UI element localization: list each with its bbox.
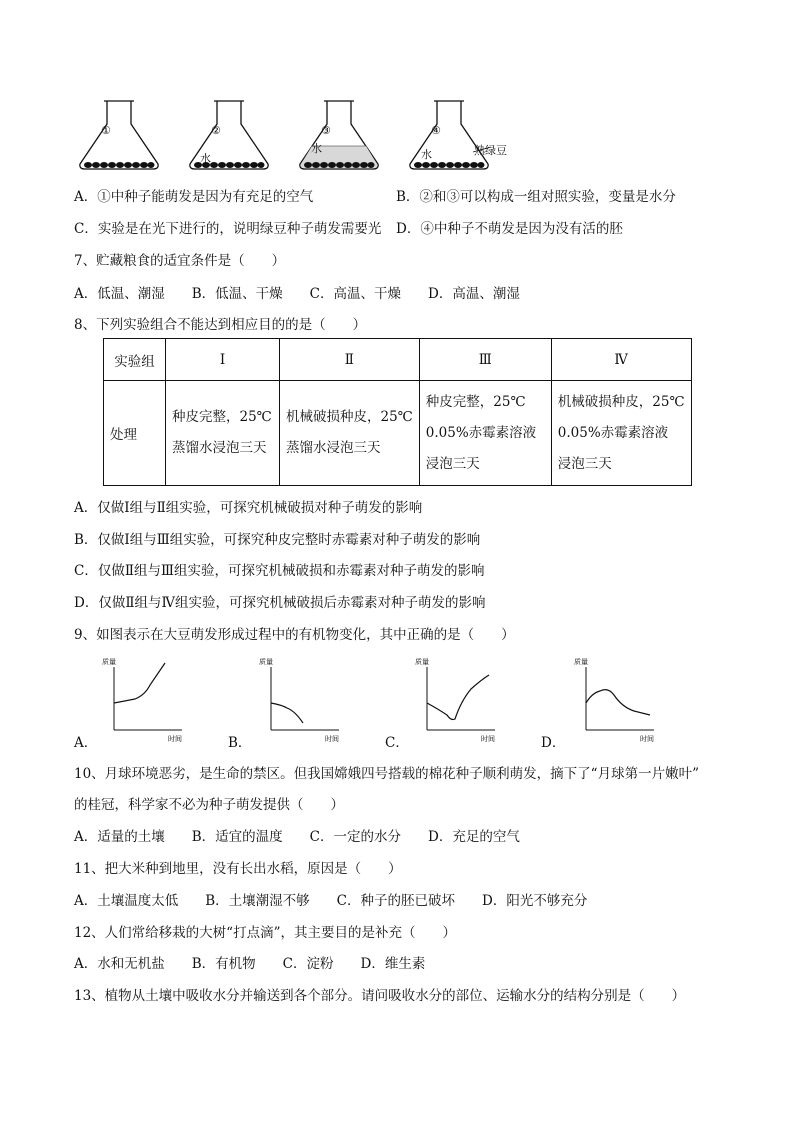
graph-a-curve [114, 663, 165, 703]
graph-d-xlabel: 时间 [640, 735, 654, 743]
table-header-cell: Ⅱ [280, 339, 420, 381]
q12-stem: 12、人们常给移栽的大树“打点滴”，其主要目的是补充（ ） [74, 925, 456, 941]
graph-b [247, 655, 347, 745]
q6-option-d: D．④中种子不萌发是因为没有活的胚 [396, 221, 623, 237]
graph-d-curve [586, 690, 650, 715]
graph-a [90, 655, 190, 745]
graph-b-letter: B． [228, 735, 252, 751]
graph-a-ylabel: 质量 [102, 658, 116, 666]
q7-stem: 7、贮藏粮食的适宜条件是（ ） [74, 253, 286, 269]
q12-options: A．水和无机盐 B．有机物 C．淀粉 D．维生素 [74, 956, 426, 972]
flask-diagram [60, 96, 520, 176]
table-header-cell: Ⅰ [166, 339, 280, 381]
table-row-label: 处理 [104, 381, 166, 486]
q6-option-c: C．实验是在光下进行的，说明绿豆种子萌发需要光 [74, 221, 382, 237]
q7-options: A．低温、潮湿 B．低温、干燥 C．高温、干燥 D．高温、潮湿 [74, 286, 520, 302]
flask-1-number: ① [101, 124, 111, 137]
flask-3-water-label: 水 [311, 142, 322, 155]
cell-line: 种皮完整，25℃ [172, 409, 272, 425]
q10-options: A．适量的土壤 B．适宜的温度 C．一定的水分 D．充足的空气 [74, 829, 520, 845]
q8-option-d: D．仅做Ⅱ组与Ⅳ组实验，可探究机械破损后赤霉素对种子萌发的影响 [74, 595, 486, 611]
table-cell [419, 381, 551, 486]
q9-stem: 9、如图表示在大豆萌发形成过程中的有机物变化，其中正确的是（ ） [74, 627, 515, 643]
cell-line: 机械破损种皮，25℃ [557, 393, 685, 410]
cell-line: 0.05%赤霉素溶液 [425, 424, 537, 441]
graph-c-ylabel: 质量 [415, 658, 429, 666]
flask-3 [300, 101, 378, 169]
flask-4-seed-label: 熟绿豆 [474, 144, 507, 157]
table-cell [280, 381, 420, 486]
flask-4-water-label: 水 [421, 148, 432, 161]
q8-stem: 8、下列实验组合不能达到相应目的的是（ ） [74, 317, 367, 333]
cell-line: 蒸馏水浸泡三天 [286, 440, 381, 456]
graph-b-ylabel: 质量 [259, 658, 273, 666]
q6-option-a: A．①中种子能萌发是因为有充足的空气 [74, 189, 314, 205]
graph-d-letter: D． [541, 735, 566, 751]
q8-experiment-table [103, 338, 692, 486]
table-header-cell: Ⅲ [419, 339, 551, 381]
graph-a-letter: A． [74, 735, 98, 751]
q8-option-a: A．仅做Ⅰ组与Ⅱ组实验，可探究机械破损对种子萌发的影响 [74, 500, 423, 516]
q11-options: A．土壤温度太低 B．土壤潮湿不够 C．种子的胚已破坏 D．阳光不够充分 [74, 893, 588, 909]
cell-line: 0.05%赤霉素溶液 [557, 424, 669, 441]
table-cell [551, 381, 691, 486]
q13-stem: 13、植物从土壤中吸收水分并输送到各个部分。请问吸收水分的部位、运输水分的结构分别是（ ） [74, 988, 686, 1004]
cell-line: 机械破损种皮，25℃ [286, 409, 413, 425]
graph-b-curve [271, 703, 303, 723]
q8-option-c: C．仅做Ⅱ组与Ⅲ组实验，可探究机械破损和赤霉素对种子萌发的影响 [74, 563, 485, 579]
flask-1 [80, 101, 158, 169]
graph-c [403, 655, 503, 745]
graph-b-xlabel: 时间 [325, 735, 339, 743]
graph-a-xlabel: 时间 [168, 735, 182, 743]
graph-d [562, 655, 662, 745]
table-header-cell: Ⅳ [551, 339, 691, 381]
q8-option-b: B．仅做Ⅰ组与Ⅲ组实验，可探究种皮完整时赤霉素对种子萌发的影响 [74, 532, 481, 548]
q11-stem: 11、把大米种到地里，没有长出水稻，原因是（ ） [74, 861, 402, 877]
cell-line: 浸泡三天 [557, 455, 612, 472]
flask-4-number: ④ [431, 124, 441, 137]
cell-line: 浸泡三天 [425, 455, 480, 472]
q6-option-b: B．②和③可以构成一组对照实验，变量是水分 [396, 189, 676, 205]
graph-c-curve [427, 675, 489, 720]
flask-2-water-label: 水 [200, 152, 211, 165]
cell-line: 蒸馏水浸泡三天 [172, 440, 267, 456]
flask-3-number: ③ [321, 124, 331, 137]
seeds [84, 162, 155, 168]
table-cell [166, 381, 280, 486]
graph-c-letter: C． [385, 735, 409, 751]
table-header-cell: 实验组 [104, 339, 166, 381]
graph-c-xlabel: 时间 [481, 735, 495, 743]
cell-line: 种皮完整，25℃ [425, 393, 526, 410]
flask-2-number: ② [211, 124, 221, 137]
q10-stem-line2: 的桂冠，科学家不必为种子萌发提供（ ） [74, 797, 344, 813]
graph-d-ylabel: 质量 [574, 658, 588, 666]
q10-stem-line1: 10、月球环境恶劣，是生命的禁区。但我国嫦娥四号搭载的棉花种子顺利萌发，摘下了“月球第一片嫩叶” [74, 766, 699, 782]
